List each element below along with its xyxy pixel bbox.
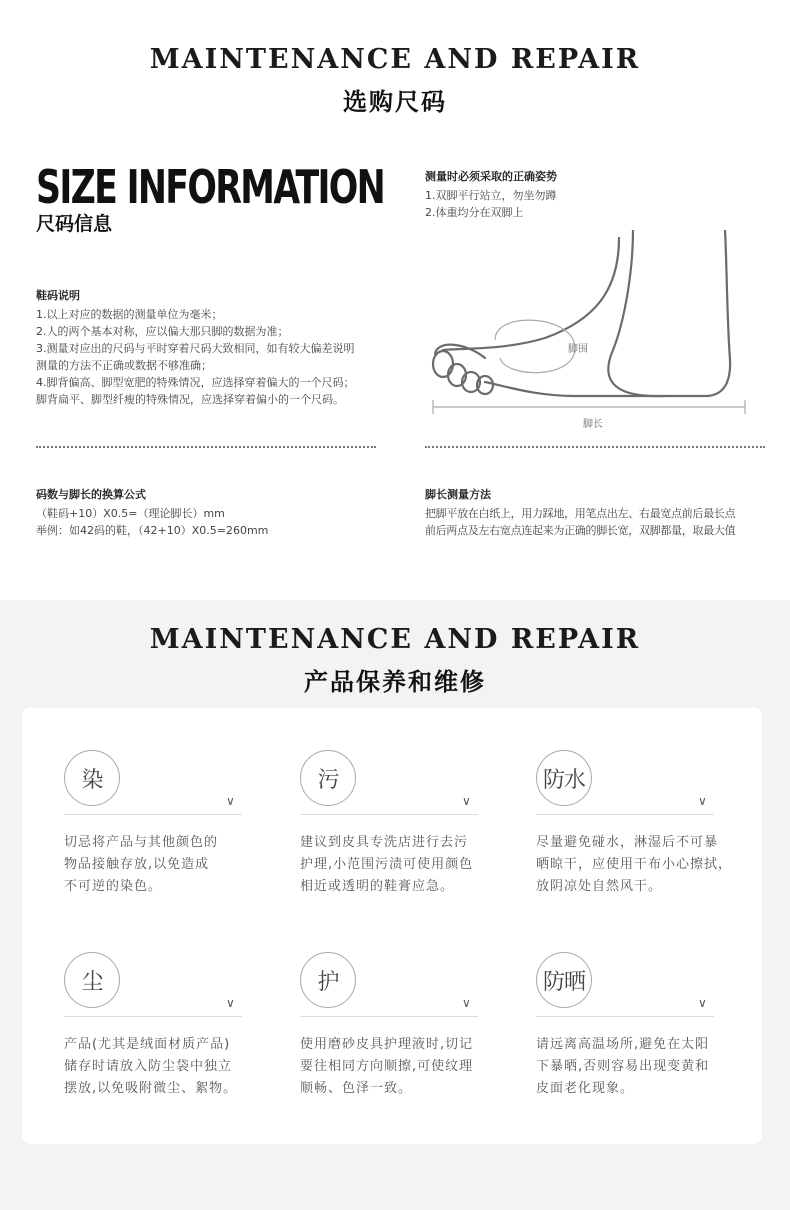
size-note-line: 1.以上对应的数据的测量单位为毫米；: [36, 308, 223, 321]
care-line: 切忌将产品与其他颜色的: [64, 835, 219, 850]
sole-outline: [485, 382, 575, 396]
size-note-line: 4.脚背偏高、脚型宽肥的特殊情况，应选择穿着偏大的一个尺码；: [36, 376, 355, 389]
care-description: [64, 832, 264, 898]
posture-line: 1.双脚平行站立，勿坐勿蹲: [425, 189, 557, 202]
care-line: 使用磨砂皮具护理液时,切记: [300, 1037, 474, 1052]
divider: [300, 1016, 478, 1017]
care-description: [64, 1034, 264, 1100]
care-line: 相近或透明的鞋膏应急。: [300, 879, 455, 894]
posture-line: 2.体重均分在双脚上: [425, 206, 524, 219]
formula-line: 举例：如42码的鞋，（42+10）X0.5=260mm: [36, 524, 269, 537]
length-label: 脚长: [583, 419, 603, 430]
care-description: [536, 1034, 736, 1100]
heel-outline: [575, 230, 730, 396]
dotted-divider: [36, 446, 376, 448]
foot-outline-top: [443, 238, 619, 350]
section-zh-title: 选购尺码: [343, 88, 447, 116]
size-information-heading: SIZE INFORMATION: [36, 160, 385, 214]
care-line: 物品接触存放,以免造成: [64, 857, 210, 872]
size-information-subheading: 尺码信息: [36, 213, 113, 235]
care-line: 下暴晒,否则容易出现变黄和: [536, 1059, 710, 1074]
care-line: 尽量避免碰水，淋湿后不可暴: [536, 835, 719, 850]
foot-outline-back: [608, 230, 665, 396]
section-en-title: MAINTENANCE AND REPAIR: [149, 624, 641, 655]
size-note-line: 2.人的两个基本对称，应以偏大那只脚的数据为准；: [36, 325, 289, 338]
care-description: [300, 832, 500, 898]
section-en-title: MAINTENANCE AND REPAIR: [149, 44, 641, 75]
divider: [64, 1016, 242, 1017]
stain-icon: 污: [300, 750, 356, 806]
care-line: 储存时请放入防尘袋中独立: [64, 1059, 233, 1074]
dye-icon: 染: [64, 750, 120, 806]
care-line: 晒晾干，应使用干布小心擦拭，: [536, 857, 733, 872]
care-description: [536, 832, 736, 898]
chevron-down-icon[interactable]: ∨: [698, 794, 707, 808]
size-section: [0, 0, 790, 600]
dust-icon: 尘: [64, 952, 120, 1008]
size-note-line: 测量的方法不正确或数据不够准确；: [36, 359, 212, 372]
size-notes-text: [36, 306, 355, 408]
chevron-down-icon[interactable]: ∨: [698, 996, 707, 1010]
size-notes-title: 鞋码说明: [36, 289, 80, 302]
chevron-down-icon[interactable]: ∨: [226, 996, 235, 1010]
care-description: [300, 1034, 500, 1100]
divider: [536, 1016, 714, 1017]
foot-diagram: [425, 230, 770, 435]
girth-label: 脚围: [568, 344, 588, 355]
care-line: 护理,小范围污渍可使用颜色: [300, 857, 474, 872]
method-line: 把脚平放在白纸上，用力踩地，用笔点出左、右最宽点前后最长点: [425, 507, 736, 520]
divider: [300, 814, 478, 815]
waterproof-icon: 防水: [536, 750, 592, 806]
maintenance-section: [0, 600, 790, 1210]
chevron-down-icon[interactable]: ∨: [462, 996, 471, 1010]
dotted-divider: [425, 446, 765, 448]
size-note-line: 3.测量对应出的尺码与平时穿着尺码大致相同，如有较大偏差说明: [36, 342, 355, 355]
care-line: 建议到皮具专洗店进行去污: [300, 835, 469, 850]
size-note-line: 脚背扁平、脚型纤瘦的特殊情况，应选择穿着偏小的一个尺码。: [36, 393, 344, 406]
posture-text: [425, 187, 557, 221]
protect-icon: 护: [300, 952, 356, 1008]
formula-text: [36, 505, 268, 539]
care-card: [22, 708, 762, 1144]
formula-title: 码数与脚长的换算公式: [36, 488, 146, 501]
toe: [433, 351, 453, 377]
formula-line: （鞋码+10）X0.5=（理论脚长）mm: [36, 507, 225, 520]
care-line: 顺畅、色泽一致。: [300, 1081, 413, 1096]
care-line: 不可逆的染色。: [64, 879, 163, 894]
chevron-down-icon[interactable]: ∨: [462, 794, 471, 808]
care-line: 请远离高温场所,避免在太阳: [536, 1037, 710, 1052]
section-zh-title: 产品保养和维修: [304, 668, 486, 696]
method-line: 前后两点及左右宽点连起来为正确的脚长宽，双脚都量，取最大值: [425, 524, 736, 537]
care-line: 放阴凉处自然风干。: [536, 879, 663, 894]
chevron-down-icon[interactable]: ∨: [226, 794, 235, 808]
posture-title: 测量时必须采取的正确姿势: [425, 170, 557, 183]
divider: [536, 814, 714, 815]
method-text: [425, 505, 735, 539]
sunproof-icon: 防晒: [536, 952, 592, 1008]
care-line: 产品(尤其是绒面材质产品): [64, 1037, 231, 1052]
care-line: 要往相同方向顺擦,可使纹理: [300, 1059, 474, 1074]
care-line: 皮面老化现象。: [536, 1081, 635, 1096]
divider: [64, 814, 242, 815]
care-line: 摆放,以免吸附微尘、絮物。: [64, 1081, 238, 1096]
method-title: 脚长测量方法: [425, 488, 491, 501]
